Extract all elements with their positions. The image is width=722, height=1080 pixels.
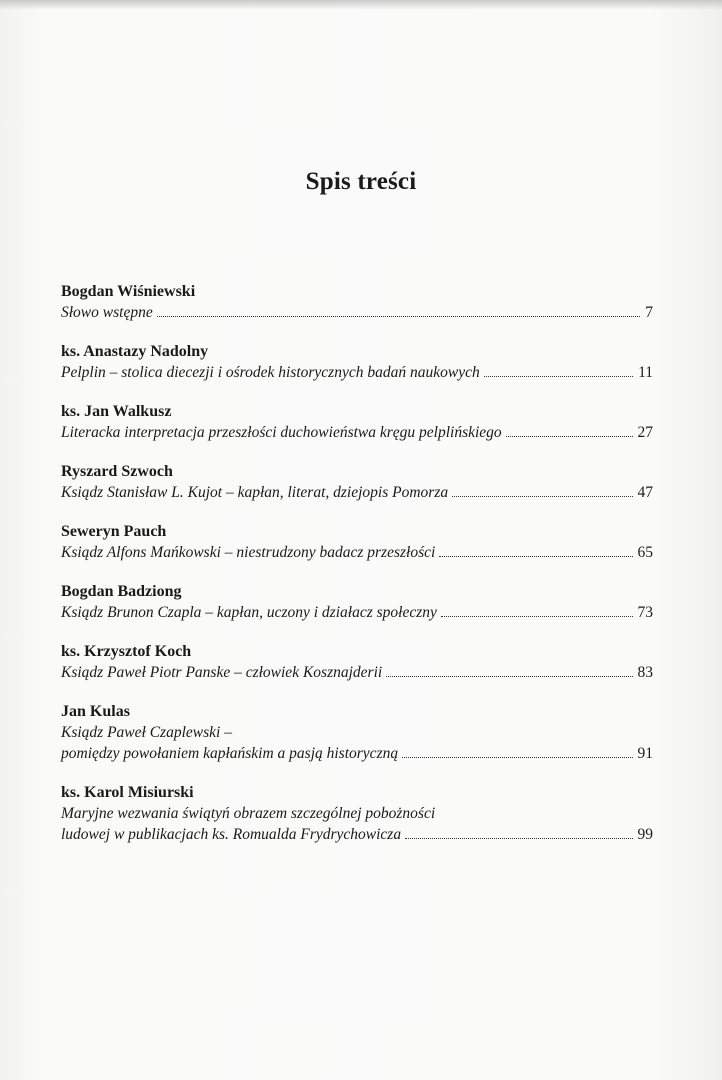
toc-author: Ryszard Szwoch [61, 463, 173, 480]
toc-entry [61, 401, 653, 443]
toc-author: Jan Kulas [61, 703, 130, 720]
dot-leader [386, 676, 632, 677]
toc-author: Bogdan Wiśniewski [61, 283, 196, 300]
toc-entry [61, 641, 653, 683]
toc-entry [61, 521, 653, 563]
dot-leader [439, 556, 632, 557]
toc-page-number: 65 [637, 544, 653, 561]
table-of-contents [61, 281, 653, 863]
toc-title: pomiędzy powołaniem kapłańskim a pasją historyczną [61, 745, 399, 762]
dot-leader [484, 376, 633, 377]
toc-entry [61, 782, 653, 845]
toc-author: Bogdan Badziong [61, 583, 182, 600]
toc-title-line [61, 482, 653, 503]
toc-page-number: 11 [638, 364, 653, 381]
toc-page-number: 83 [637, 664, 653, 681]
page-title: Spis treści [305, 168, 417, 195]
toc-title: ludowej w publikacjach ks. Romualda Frydrychowicza [61, 826, 402, 843]
dot-leader [157, 316, 641, 317]
toc-title-line [61, 722, 653, 743]
dot-leader [405, 838, 632, 839]
toc-title-line [61, 602, 653, 623]
toc-author: Seweryn Pauch [61, 523, 167, 540]
toc-title: Ksiądz Paweł Piotr Panske – człowiek Kosznajderii [61, 664, 383, 681]
toc-title: Literacka interpretacja przeszłości duchowieństwa kręgu pelplińskiego [61, 424, 502, 441]
toc-author: ks. Anastazy Nadolny [61, 343, 209, 360]
toc-title: Ksiądz Paweł Czaplewski – [61, 724, 232, 741]
toc-title-line [61, 743, 653, 764]
dot-leader [441, 616, 633, 617]
toc-entry [61, 461, 653, 503]
page-edge-shadow [0, 0, 722, 10]
toc-entry [61, 581, 653, 623]
toc-title: Pelplin – stolica diecezji i ośrodek historycznych badań naukowych [61, 364, 480, 381]
dot-leader [506, 436, 633, 437]
toc-title: Ksiądz Brunon Czapla – kapłan, uczony i działacz społeczny [61, 604, 437, 621]
toc-page-number: 73 [637, 604, 653, 621]
toc-entry [61, 701, 653, 764]
toc-page-number: 27 [637, 424, 653, 441]
toc-title-line [61, 662, 653, 683]
toc-entry [61, 341, 653, 383]
toc-author: ks. Jan Walkusz [61, 403, 172, 420]
toc-title-line [61, 302, 653, 323]
toc-page-number: 47 [637, 484, 653, 501]
dot-leader [452, 496, 632, 497]
toc-page-number: 7 [645, 304, 653, 321]
toc-title-line [61, 824, 653, 845]
toc-title: Maryjne wezwania świątyń obrazem szczególnej pobożności [61, 805, 436, 822]
toc-title-line [61, 422, 653, 443]
toc-title: Ksiądz Stanisław L. Kujot – kapłan, literat, dziejopis Pomorza [61, 484, 449, 501]
toc-title: Słowo wstępne [61, 304, 153, 321]
toc-title-line [61, 542, 653, 563]
dot-leader [402, 757, 632, 758]
toc-author: ks. Krzysztof Koch [61, 643, 192, 660]
toc-title-line [61, 803, 653, 824]
toc-entry [61, 281, 653, 323]
toc-title: Ksiądz Alfons Mańkowski – niestrudzony badacz przeszłości [61, 544, 436, 561]
toc-page-number: 91 [637, 745, 653, 762]
toc-title-line [61, 362, 653, 383]
toc-author: ks. Karol Misiurski [61, 784, 194, 801]
toc-page-number: 99 [637, 826, 653, 843]
